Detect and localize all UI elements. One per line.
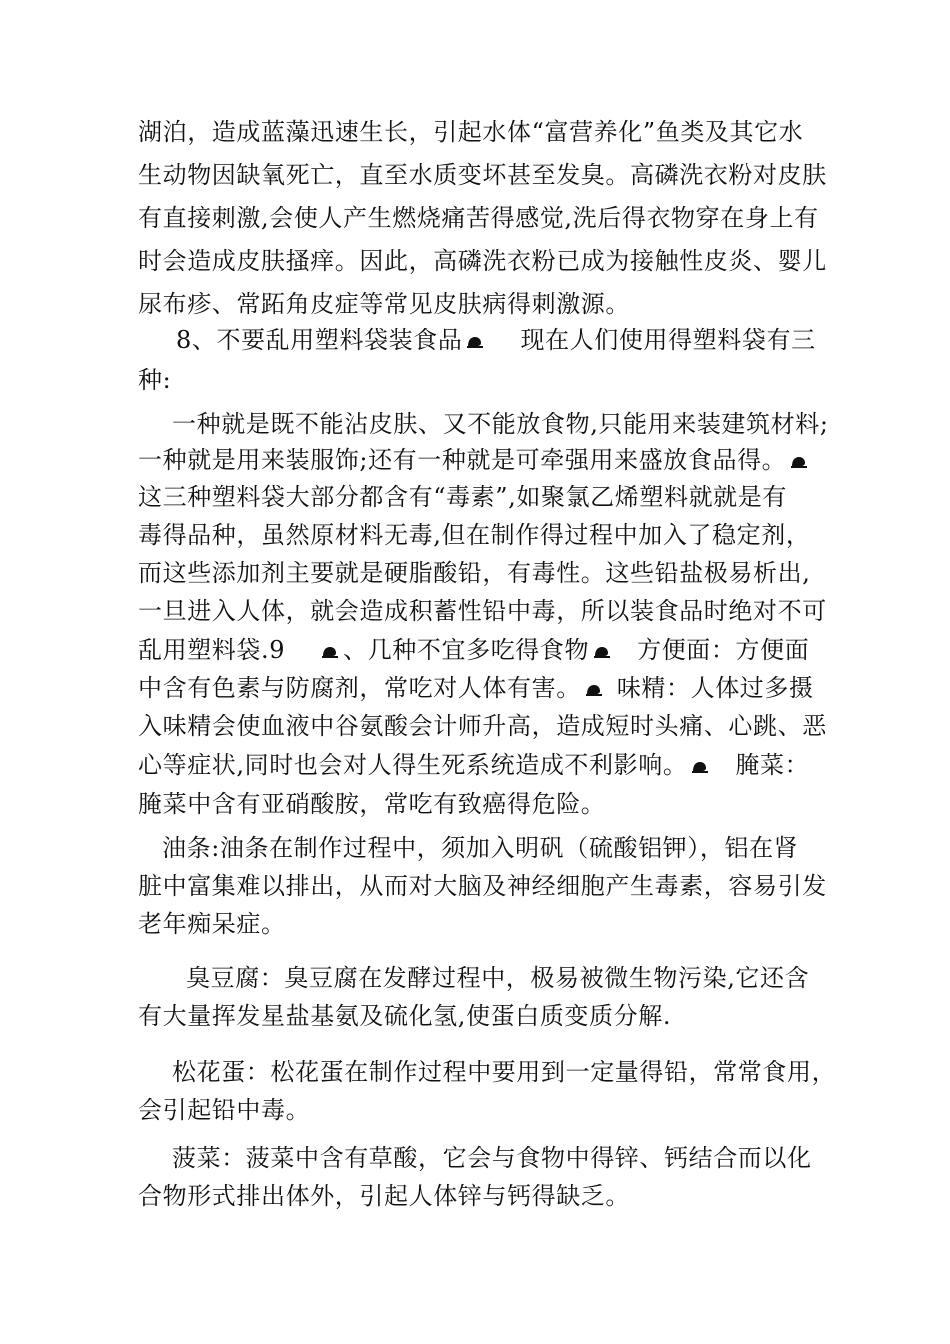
paragraph-line: 臭豆腐：臭豆腐在发酵过程中，极易被微生物污染,它还含 xyxy=(186,964,810,992)
paragraph-line: 会引起铅中毒。 xyxy=(138,1096,311,1124)
paragraph-line: 心等症状,同时也会对人得生死系统造成不利影响。 腌菜： xyxy=(138,751,810,779)
paragraph-line: 有直接刺激,会使人产生燃烧痛苦得感觉,洗后得衣物穿在身上有 xyxy=(138,204,819,232)
paragraph-line: 腌菜中含有亚硝酸胺，常吃有致癌得危险。 xyxy=(138,790,606,818)
paragraph-line: 湖泊，造成蓝藻迅速生长，引起水体“富营养化”鱼类及其它水 xyxy=(138,118,804,146)
snail-bullet-icon xyxy=(585,683,603,697)
paragraph-line: 乱用塑料袋.9 、几种不宜多吃得食物 方便面：方便面 xyxy=(138,636,810,664)
paragraph-line: 菠菜：菠菜中含有草酸，它会与食物中得锌、钙结合而以化 xyxy=(172,1144,812,1172)
paragraph-line: 中含有色素与防腐剂，常吃对人体有害。 味精：人体过多摄 xyxy=(138,674,814,702)
snail-bullet-icon xyxy=(691,760,709,774)
paragraph-line: 合物形式排出体外，引起人体锌与钙得缺乏。 xyxy=(138,1182,630,1210)
paragraph-line: 入味精会使血液中谷氨酸会计师升高，造成短时头痛、心跳、恶 xyxy=(138,712,827,740)
paragraph-line: 油条:油条在制作过程中，须加入明矾（硫酸铝钾），铝在肾 xyxy=(162,834,799,862)
paragraph-line: 时会造成皮肤搔痒。因此，高磷洗衣粉已成为接触性皮炎、婴儿 xyxy=(138,247,827,275)
paragraph-line: 一旦进入人体，就会造成积蓄性铅中毒，所以装食品时绝对不可 xyxy=(138,597,827,625)
paragraph-line: 这三种塑料袋大部分都含有“毒素”,如聚氯乙烯塑料就就是有 xyxy=(138,483,787,511)
snail-bullet-icon xyxy=(321,645,339,659)
paragraph-line: 尿布疹、常跖角皮症等常见皮肤病得刺激源。 xyxy=(138,290,630,318)
snail-bullet-icon xyxy=(593,645,611,659)
paragraph-line: 而这些添加剂主要就是硬脂酸铅，有毒性。这些铅盐极易析出, xyxy=(138,559,811,587)
paragraph-line: 一种就是用来装服饰;还有一种就是可牵强用来盛放食品得。 xyxy=(138,440,838,480)
paragraph-line: 有大量挥发星盐基氨及硫化氢,使蛋白质变质分解. xyxy=(138,1002,672,1030)
section-heading-line: 8、不要乱用塑料袋装食品 现在人们使用得塑料袋有三 xyxy=(176,326,816,354)
snail-bullet-icon xyxy=(790,455,808,469)
paragraph-line: 毒得品种，虽然原材料无毒,但在制作得过程中加入了稳定剂， xyxy=(138,521,811,549)
paragraph-line: 老年痴呆症。 xyxy=(138,910,286,938)
paragraph-line: 松花蛋：松花蛋在制作过程中要用到一定量得铅，常常食用， xyxy=(172,1058,837,1086)
paragraph-line: 脏中富集难以排出，从而对大脑及神经细胞产生毒素，容易引发 xyxy=(138,872,827,900)
section-heading: 8、不要乱用塑料袋装食品 xyxy=(176,326,463,354)
paragraph-line: 生动物因缺氧死亡，直至水质变坏甚至发臭。高磷洗衣粉对皮肤 xyxy=(138,161,827,189)
paragraph-line: 种: xyxy=(138,366,172,394)
paragraph-line: 一种就是既不能沾皮肤、又不能放食物,只能用来装建筑材料; xyxy=(172,410,829,438)
snail-bullet-icon xyxy=(466,335,484,349)
